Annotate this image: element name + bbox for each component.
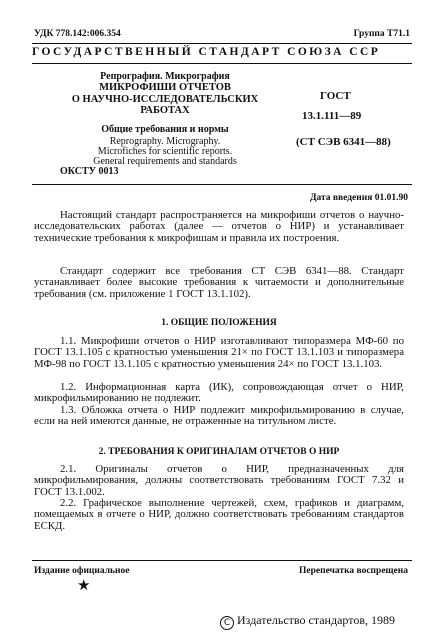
title-line: РАБОТАХ: [140, 105, 190, 116]
english-line: General requirements and standards: [93, 156, 237, 168]
section-1-heading: 1. ОБЩИЕ ПОЛОЖЕНИЯ: [161, 318, 277, 328]
okstu-code: ОКСТУ 0013: [60, 166, 119, 177]
clause-1-1: 1.1. Микрофиши отчетов о НИР изготавливают типоразмера МФ-60 по ГОСТ 13.1.105 с кратностью уменьшения 21× по ГОСТ 13.1.103 и типоразмера МФ-98 по ГОСТ 13.1.105 с кратностью уменьшения 24× по ГОСТ 13.1.103.: [34, 335, 404, 370]
reprint-prohibited-label: Перепечатка воспрещена: [298, 566, 408, 576]
official-edition-label: Издание официальное: [34, 566, 130, 576]
title-line: МИКРОФИШИ ОТЧЕТОВ: [99, 82, 231, 93]
title-rule: [32, 63, 412, 64]
clause-1-3: 1.3. Обложка отчета о НИР подлежит микрофильмированию в случае, если на ней имеются данные, не отраженные на титульном листе.: [34, 404, 404, 428]
copyright-text: Издательство стандартов, 1989: [237, 613, 395, 627]
document-title: [60, 82, 270, 117]
star-icon: ★: [77, 578, 91, 594]
udk-code: УДК 778.142:006.354: [34, 29, 121, 39]
st-sev-number: (СТ СЭВ 6341—88): [296, 136, 391, 148]
requirements-line: Общие требования и нормы: [101, 124, 229, 135]
english-line: Microfiches for scientific reports.: [97, 146, 233, 158]
subject-line: Репрография. Микрография: [100, 71, 230, 82]
clause-2-1: 2.1. Оригиналы отчетов о НИР, предназначенных для микрофильмирования, должны соответствовать требованиям ГОСТ 7.32 и ГОСТ 13.1.002.: [34, 463, 404, 498]
standard-title: ГОСУДАРСТВЕННЫЙ СТАНДАРТ СОЮЗА ССР: [32, 46, 381, 58]
clause-2-2: 2.2. Графическое выполнение чертежей, схем, графиков и диаграмм, помещаемых в отчете о НИР, должно соответствовать требованиям стандартов ЕСКД.: [34, 497, 404, 532]
copyright-icon: C: [220, 616, 234, 630]
copyright-line: [220, 613, 395, 630]
gost-label: ГОСТ: [320, 90, 351, 102]
gost-number: 13.1.111—89: [302, 110, 362, 122]
header-bottom-rule: [32, 184, 412, 185]
intro-paragraph-2: Стандарт содержит все требования СТ СЭВ 6341—88. Стандарт устанавливает более высокие требования к читаемости и дополнительные требования (см. приложение 1 ГОСТ 13.1.102).: [34, 265, 404, 300]
group-code: Группа Т71.1: [353, 29, 410, 39]
top-rule: [32, 43, 412, 44]
footer-rule: [32, 560, 412, 561]
introduction-date: Дата введения 01.01.90: [309, 193, 408, 203]
clause-1-2: 1.2. Информационная карта (ИК), сопровождающая отчет о НИР, микрофильмированию не подлежит.: [34, 381, 404, 405]
english-title: [60, 137, 270, 168]
title-line: О НАУЧНО-ИССЛЕДОВАТЕЛЬСКИХ: [71, 93, 259, 105]
intro-paragraph: Настоящий стандарт распространяется на микрофиши отчетов о научно-исследовательских работах (далее — отчетов о НИР) и устанавливает технические требования к микрофишам и правила их построения.: [34, 209, 404, 244]
english-line: Reprography. Micrography.: [109, 136, 221, 147]
section-2-heading: 2. ТРЕБОВАНИЯ К ОРИГИНАЛАМ ОТЧЕТОВ О НИР: [98, 447, 340, 457]
